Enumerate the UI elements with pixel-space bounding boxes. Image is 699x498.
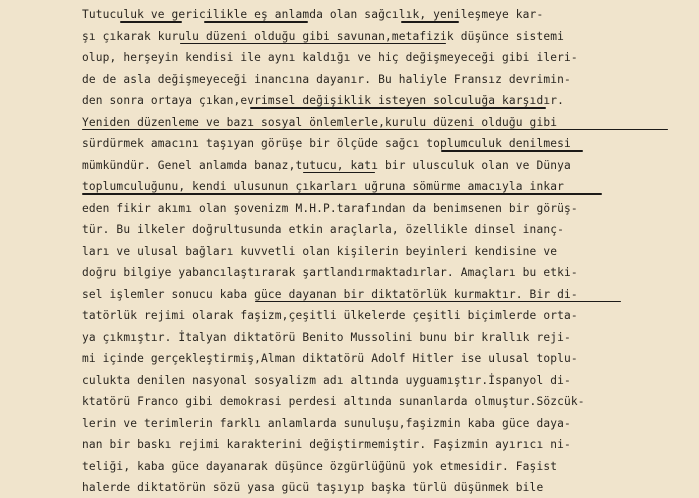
text-line: toplumculuğunu, kendi ulusunun çıkarları uğruna sömürme amacıyla inkar: [0, 176, 699, 198]
text-line: ları ve ulusal bağları kuvvetli olan kişilerin beyinleri kendisine ve: [82, 244, 558, 258]
pen-underline: [401, 21, 459, 23]
pen-underline: [82, 129, 668, 131]
pen-underline: [82, 193, 602, 195]
text-line: tatörlük rejimi olarak faşizm,çeşitli ülkelerde çeşitli biçimlerde orta-: [82, 309, 578, 322]
text-line: culukta denilen nasyonal sosyalizm adı altında uyguamıştır.İspanyol di-: [82, 373, 571, 387]
text-line: Yeniden düzenleme ve bazı sosyal önlemlerle,kurulu düzeni olduğu gibi: [0, 112, 699, 134]
pen-underline: [120, 21, 182, 23]
text-line: sel işlemler sonucu kaba güce dayanan bir diktatörlük kurmaktır. Bir di-: [0, 284, 699, 306]
text-line: mümkündür. Genel anlamda banaz,tutucu, katı bir ulusculuk olan ve Dünya: [82, 158, 571, 172]
pen-underline: [204, 21, 308, 23]
text-line: nan bir baskı rejimi karakterini değiştirmemiştir. Faşizmin ayırıcı ni-: [82, 438, 571, 451]
text-line: doğru bilgiye yabancılaştırarak şartlandırmaktadırlar. Amaçları bu etki-: [82, 266, 578, 279]
text-line: den sonra ortaya çıkan,evrimsel değişiklik isteyen solculuğa karşıdır.: [82, 94, 564, 107]
text-line: Tutuculuk ve gericilikle eş anlamda olan sağcılık, yenileşmeye kar-: [82, 8, 544, 21]
text-line: ktatörü Franco gibi demokrasi perdesi altında sunanlarda olmuştur.Sözcük-: [82, 395, 585, 408]
pen-underline: [250, 107, 546, 109]
text-line: halerde diktatörün sözü yasa gücü taşıyıp başka türlü düşünmek bile: [82, 481, 544, 494]
text-line: de de asla değişmeyeceği inancına dayanır. Bu haliyle Fransız devrimin-: [82, 72, 571, 86]
text-line: sürdürmek amacını taşıyan görüşe bir ölçüde sağcı toplumculuk denilmesi: [0, 133, 699, 155]
text-line: tür. Bu ilkeler doğrultusunda etkin araçlarla, özellikle dinsel inanç-: [82, 223, 564, 236]
text-line: lerin ve terimlerin farklı anlamlarda sunuluşu,faşizmin kaba güce daya-: [82, 416, 571, 430]
text-line: şı çıkarak kurulu düzeni olduğu gibi savunan,metafizik düşünce sistemi: [82, 29, 564, 43]
text-line: mi içinde gerçekleştirmiş,Alman diktatörü Adolf Hitler ise ulusal toplu-: [82, 352, 578, 365]
document-body: [0, 4, 699, 498]
text-line: ya çıkmıştır. İtalyan diktatörü Benito Mussolini bunu bir krallık reji-: [82, 330, 571, 344]
pen-underline: [441, 150, 583, 152]
text-line: eden fikir akımı olan şovenizm M.H.P.tarafından da benimsenen bir görüş-: [82, 201, 578, 215]
pen-underline: [303, 172, 375, 174]
text-line: teliği, kaba güce dayanarak düşünce özgürlüğünü yok etmesidir. Faşist: [82, 459, 558, 473]
pen-underline: [180, 43, 446, 45]
text-line: olup, herşeyin kendisi ile aynı kaldığı ve hiç değişmeyeceği gibi ileri-: [82, 51, 578, 64]
pen-underline: [255, 301, 621, 303]
